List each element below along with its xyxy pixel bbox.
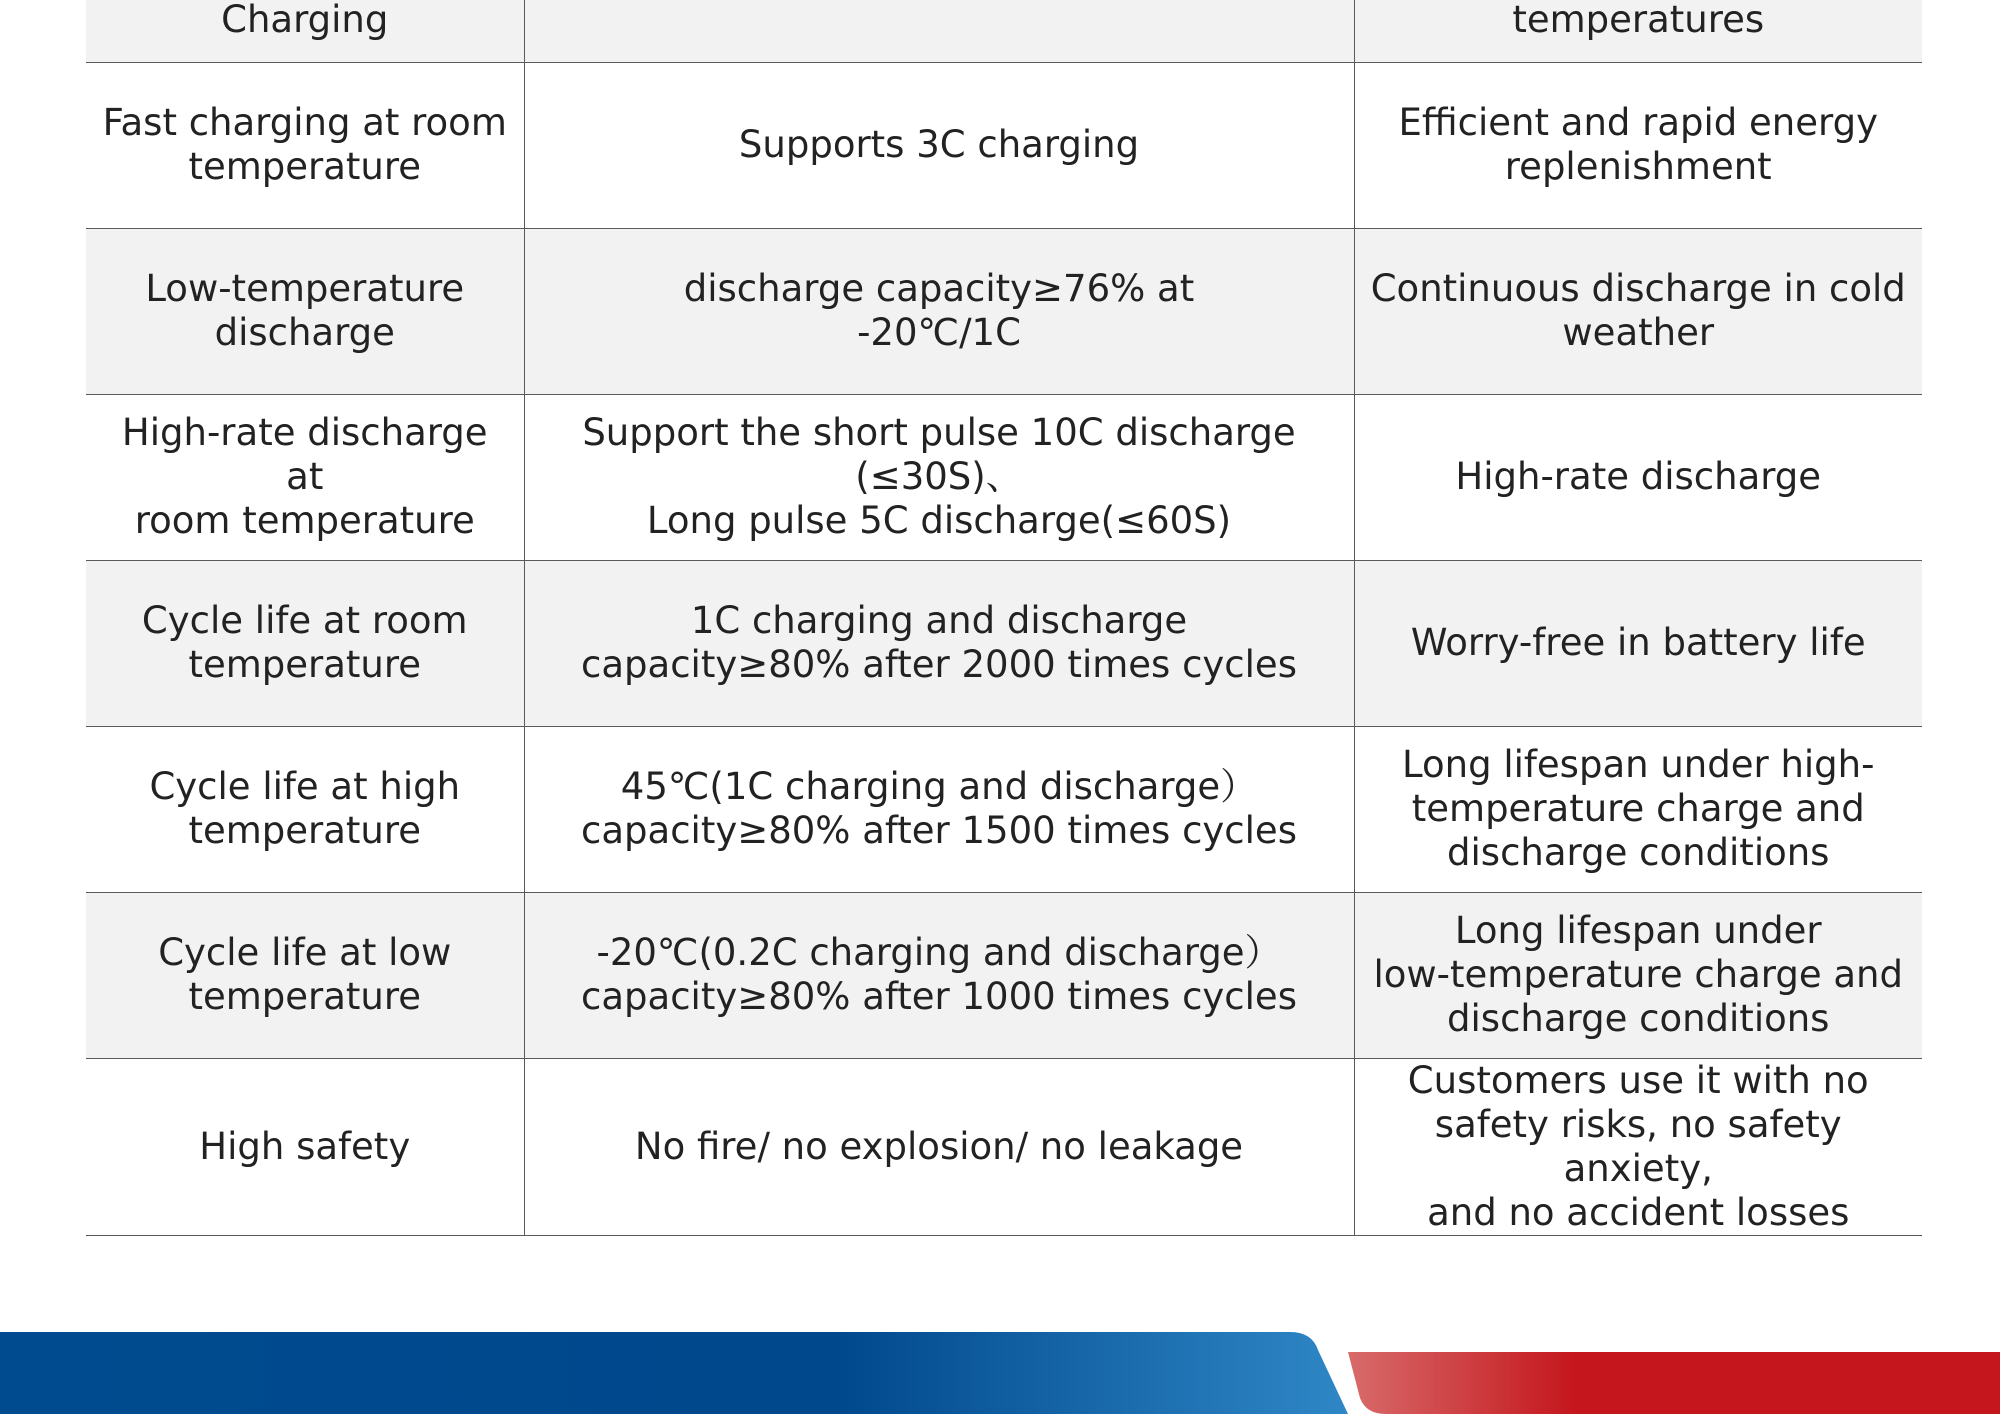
- footer-color-band: [0, 1314, 2000, 1414]
- table-row: [86, 726, 1922, 892]
- table-row: [86, 892, 1922, 1058]
- spec-cell: [524, 0, 1354, 62]
- benefit-cell: Efficient and rapid energy replenishment: [1354, 62, 1922, 228]
- feature-cell: Cycle life at high temperature: [86, 726, 524, 892]
- spec-cell: 1C charging and discharge capacity≥80% after 2000 times cycles: [524, 560, 1354, 726]
- benefit-cell: High-rate discharge: [1354, 394, 1922, 560]
- performance-table: [86, 0, 1922, 1236]
- table-row: [86, 228, 1922, 394]
- spec-cell: -20℃(0.2C charging and discharge） capacity≥80% after 1000 times cycles: [524, 892, 1354, 1058]
- table-row: [86, 560, 1922, 726]
- spec-cell: discharge capacity≥76% at -20℃/1C: [524, 228, 1354, 394]
- table-row: [86, 62, 1922, 228]
- feature-cell: Charging: [86, 0, 524, 62]
- table-row: [86, 1058, 1922, 1235]
- feature-cell: Cycle life at room temperature: [86, 560, 524, 726]
- feature-cell: Cycle life at low temperature: [86, 892, 524, 1058]
- table-row: [86, 394, 1922, 560]
- footer-red-stripe: [1348, 1352, 2000, 1414]
- table-row: [86, 0, 1922, 62]
- feature-cell: High-rate discharge at room temperature: [86, 394, 524, 560]
- spec-cell: 45℃(1C charging and discharge） capacity≥80% after 1500 times cycles: [524, 726, 1354, 892]
- benefit-cell: Long lifespan under high- temperature charge and discharge conditions: [1354, 726, 1922, 892]
- spec-cell: Supports 3C charging: [524, 62, 1354, 228]
- benefit-cell: temperatures: [1354, 0, 1922, 62]
- feature-cell: Low-temperature discharge: [86, 228, 524, 394]
- feature-cell: High safety: [86, 1058, 524, 1235]
- benefit-cell: Worry-free in battery life: [1354, 560, 1922, 726]
- feature-cell: Fast charging at room temperature: [86, 62, 524, 228]
- spec-cell: Support the short pulse 10C discharge (≤30S)、 Long pulse 5C discharge(≤60S): [524, 394, 1354, 560]
- benefit-cell: Long lifespan under low-temperature charge and discharge conditions: [1354, 892, 1922, 1058]
- benefit-cell: Customers use it with no safety risks, no safety anxiety, and no accident losses: [1354, 1058, 1922, 1235]
- benefit-cell: Continuous discharge in cold weather: [1354, 228, 1922, 394]
- spec-cell: No fire/ no explosion/ no leakage: [524, 1058, 1354, 1235]
- footer-blue-stripe: [0, 1332, 1348, 1414]
